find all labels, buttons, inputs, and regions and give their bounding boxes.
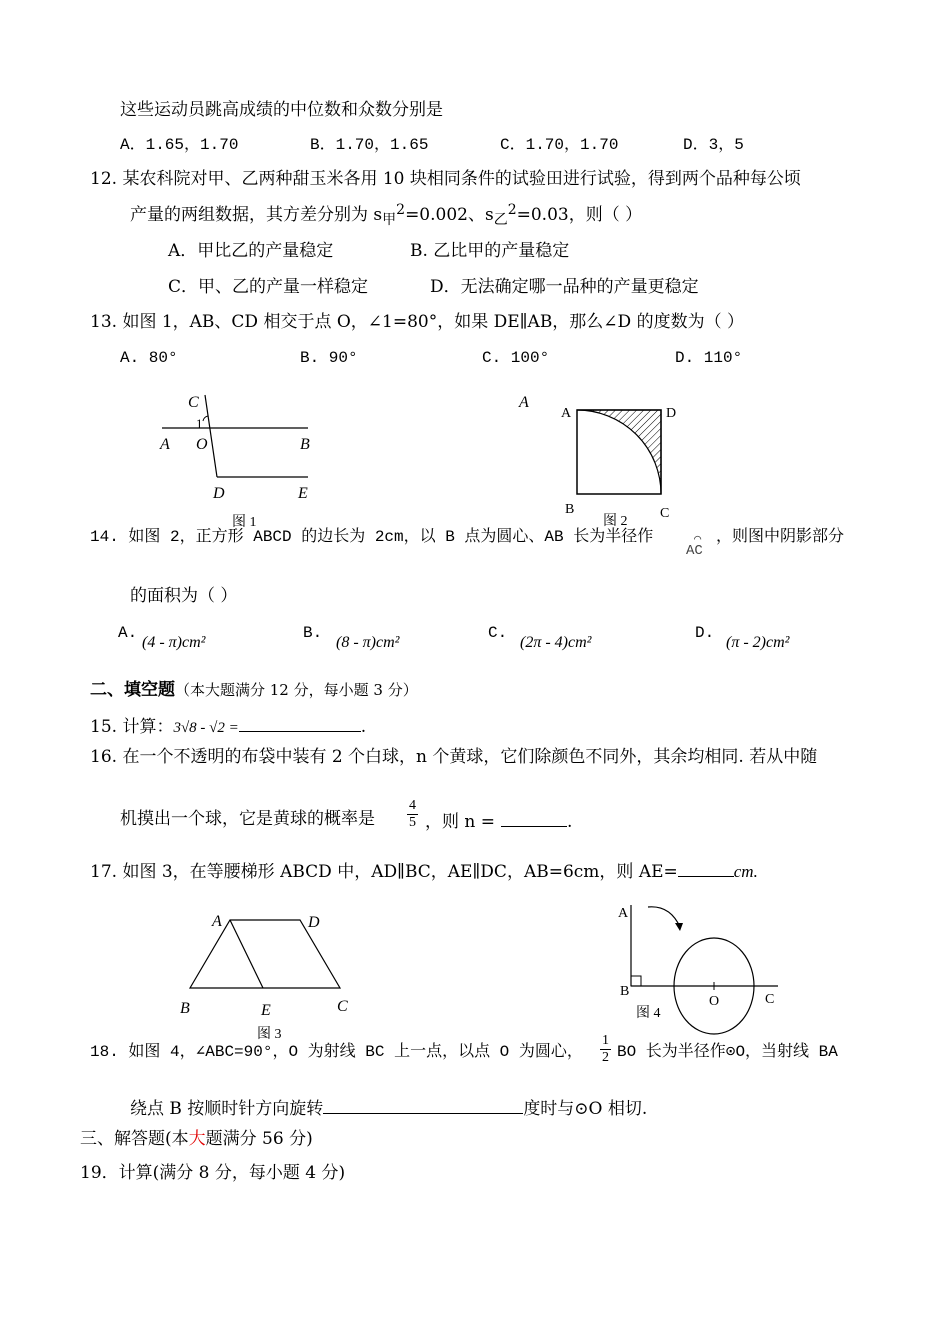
q17-line <box>90 858 758 883</box>
fig4-label-a: A <box>618 906 629 921</box>
q12-sub-yi: 乙 <box>493 212 508 228</box>
fig1-label-o: O <box>196 436 208 453</box>
q16-line1: 16. 在一个不透明的布袋中装有 2 个白球，n 个黄球，它们除颜色不同外，其余均相同. 若从中随 <box>90 747 818 767</box>
q14-stem: 14. 如图 2，正方形 ABCD 的边长为 2cm，以 B 点为圆心、AB 长为半径作 <box>90 528 654 546</box>
q11-option-d: D．3，5 <box>683 136 744 154</box>
q12-sub-jia: 甲 <box>382 212 397 228</box>
q15-label: 15. 计算： <box>90 717 174 737</box>
q18-line2 <box>130 1095 647 1120</box>
fig1-caption: 图 1 <box>232 515 257 530</box>
fig3-label-c: C <box>337 998 348 1015</box>
q13-option-a: A. 80° <box>120 349 178 367</box>
fig1-label-1: 1 <box>196 416 203 431</box>
q16-fraction <box>407 798 418 831</box>
q18-line2-a: 绕点 B 按顺时针方向旋转 <box>130 1099 324 1119</box>
fig1-label-b: B <box>300 436 310 453</box>
fig4-caption: 图 4 <box>636 1006 661 1021</box>
q11-option-b: B．1.70，1.65 <box>310 136 429 154</box>
fig1-label-c: C <box>188 394 199 411</box>
q13-stem: 13. 如图 1，AB、CD 相交于点 O，∠1=80°，如果 DE∥AB，那么∠D 的度数为（ ） <box>90 312 744 332</box>
section2-note: （本大题满分 12 分，每小题 3 分） <box>175 681 418 699</box>
q14-stem-end: ，则图中阴影部分 <box>716 528 845 546</box>
q13-option-b: B. 90° <box>300 349 358 367</box>
q12-option-a: A．甲比乙的产量稳定 <box>168 241 334 261</box>
fig3-label-a: A <box>212 913 222 930</box>
q12-line2: 产量的两组数据，其方差分别为 $s_甲^2=0.002$、$s_乙^2=0.03$，则（ ） <box>130 202 643 228</box>
fig3-label-e: E <box>261 1002 271 1019</box>
q14-line2: 的面积为（ ） <box>130 586 238 606</box>
q17-answer-blank[interactable] <box>678 858 734 877</box>
q14-option-c-letter: C. <box>488 624 508 642</box>
q16-line2-text: 机摸出一个球，它是黄球的概率是 <box>120 809 375 829</box>
q16-frac-num: 4 <box>409 798 416 813</box>
q14-option-d-letter: D. <box>695 624 715 642</box>
q18-fraction <box>600 1033 611 1066</box>
fig4-label-o: O <box>709 994 720 1009</box>
section2-heading <box>90 679 418 701</box>
q14-option-b-expr: (8 - π)cm² <box>336 634 400 651</box>
section3-heading <box>80 1128 313 1150</box>
q15-line <box>90 713 366 739</box>
q18-frac-num: 1 <box>602 1033 609 1048</box>
q12-option-d: D．无法确定哪一品种的产量更稳定 <box>430 277 699 297</box>
q14-option-a-expr: (4 - π)cm² <box>142 634 206 651</box>
q12-line1: 12. 某农科院对甲、乙两种甜玉米各用 10 块相同条件的试验田进行试验，得到两个品种每公顷 <box>90 169 801 189</box>
fig1-label-a: A <box>160 436 170 453</box>
q14-option-c-expr: (2π - 4)cm² <box>520 634 592 651</box>
segment-ae <box>230 920 263 988</box>
q15-end: . <box>360 717 367 737</box>
section2-title: 二、填空题 <box>90 680 175 700</box>
q12-line2-c: =0.03，则（ ） <box>516 205 643 225</box>
q16-end: . <box>567 812 573 832</box>
q17-stem: 17. 如图 3，在等腰梯形 ABCD 中，AD∥BC，AE∥DC，AB=6cm，则 AE= <box>90 862 678 882</box>
q18-frac-den: 2 <box>602 1050 609 1065</box>
fig2-label-c: C <box>660 506 670 521</box>
q13-option-c: C. 100° <box>482 349 550 367</box>
section3-title-a: 三、解答题(本 <box>80 1129 189 1149</box>
section3-title-red: 大 <box>188 1129 206 1149</box>
arrowhead-icon <box>675 923 683 931</box>
q16-line2-end <box>425 808 572 833</box>
q12-option-c: C．甲、乙的产量一样稳定 <box>168 277 369 297</box>
fig3-caption: 图 3 <box>257 1027 282 1042</box>
fig1-label-e: E <box>298 485 308 502</box>
fig4-label-c: C <box>765 992 775 1007</box>
q15-expr: 3√8 - √2 = <box>173 720 239 736</box>
angle-1-arc <box>203 416 208 421</box>
q11-stem: 这些运动员跳高成绩的中位数和众数分别是 <box>120 100 443 120</box>
q12-option-b: B. 乙比甲的产量稳定 <box>410 241 570 261</box>
q14-arc-label: ⌒ AC <box>686 540 703 562</box>
q12-line2-b: =0.002、s <box>405 205 494 225</box>
q18-stem-a: 18. 如图 4，∠ABC=90°，O 为射线 BC 上一点，以点 O 为圆心， <box>90 1043 583 1061</box>
fig2-label-a: A <box>561 406 572 421</box>
figure-1 <box>150 385 330 535</box>
fig2-label-d: D <box>666 406 677 421</box>
arc-symbol-icon: ⌒ <box>694 532 702 546</box>
q14-option-b-letter: B. <box>303 624 323 642</box>
q15-answer-blank[interactable] <box>239 713 361 732</box>
q18-line2-b: 度时与⊙O 相切. <box>523 1099 648 1119</box>
fig2-stray-label: A <box>519 394 529 411</box>
fig2-label-b: B <box>565 502 575 517</box>
fig2-caption: 图 2 <box>603 514 628 529</box>
q14-option-d-expr: (π - 2)cm² <box>726 634 790 651</box>
fig3-label-b: B <box>180 1000 190 1017</box>
figure-2 <box>515 390 695 530</box>
q11-option-c: C．1.70，1.70 <box>500 136 619 154</box>
q14-option-a-letter: A. <box>118 624 138 642</box>
q18-stem-b: BO 长为半径作⊙O，当射线 BA <box>617 1043 838 1061</box>
q16-frac-den: 5 <box>409 815 416 830</box>
q12-line2-a: 产量的两组数据，其方差分别为 s <box>130 205 383 225</box>
q18-answer-blank[interactable] <box>323 1095 523 1114</box>
q16-n-label: ，则 n = <box>425 812 496 832</box>
q16-answer-blank[interactable] <box>501 808 567 827</box>
q11-option-a: A．1.65，1.70 <box>120 136 239 154</box>
right-angle-mark <box>631 976 641 986</box>
fig4-label-b: B <box>620 984 630 999</box>
figure-4 <box>610 895 800 1045</box>
fig3-label-d: D <box>308 914 320 931</box>
rotation-arrow-icon <box>648 907 680 927</box>
section3-title-b: 题满分 56 分) <box>205 1129 313 1149</box>
q19-stem: 19．计算(满分 8 分，每小题 4 分) <box>80 1163 346 1183</box>
fig1-label-d: D <box>213 485 225 502</box>
q13-option-d: D. 110° <box>675 349 743 367</box>
q17-unit: cm. <box>733 862 758 881</box>
figure-3 <box>175 905 375 1045</box>
